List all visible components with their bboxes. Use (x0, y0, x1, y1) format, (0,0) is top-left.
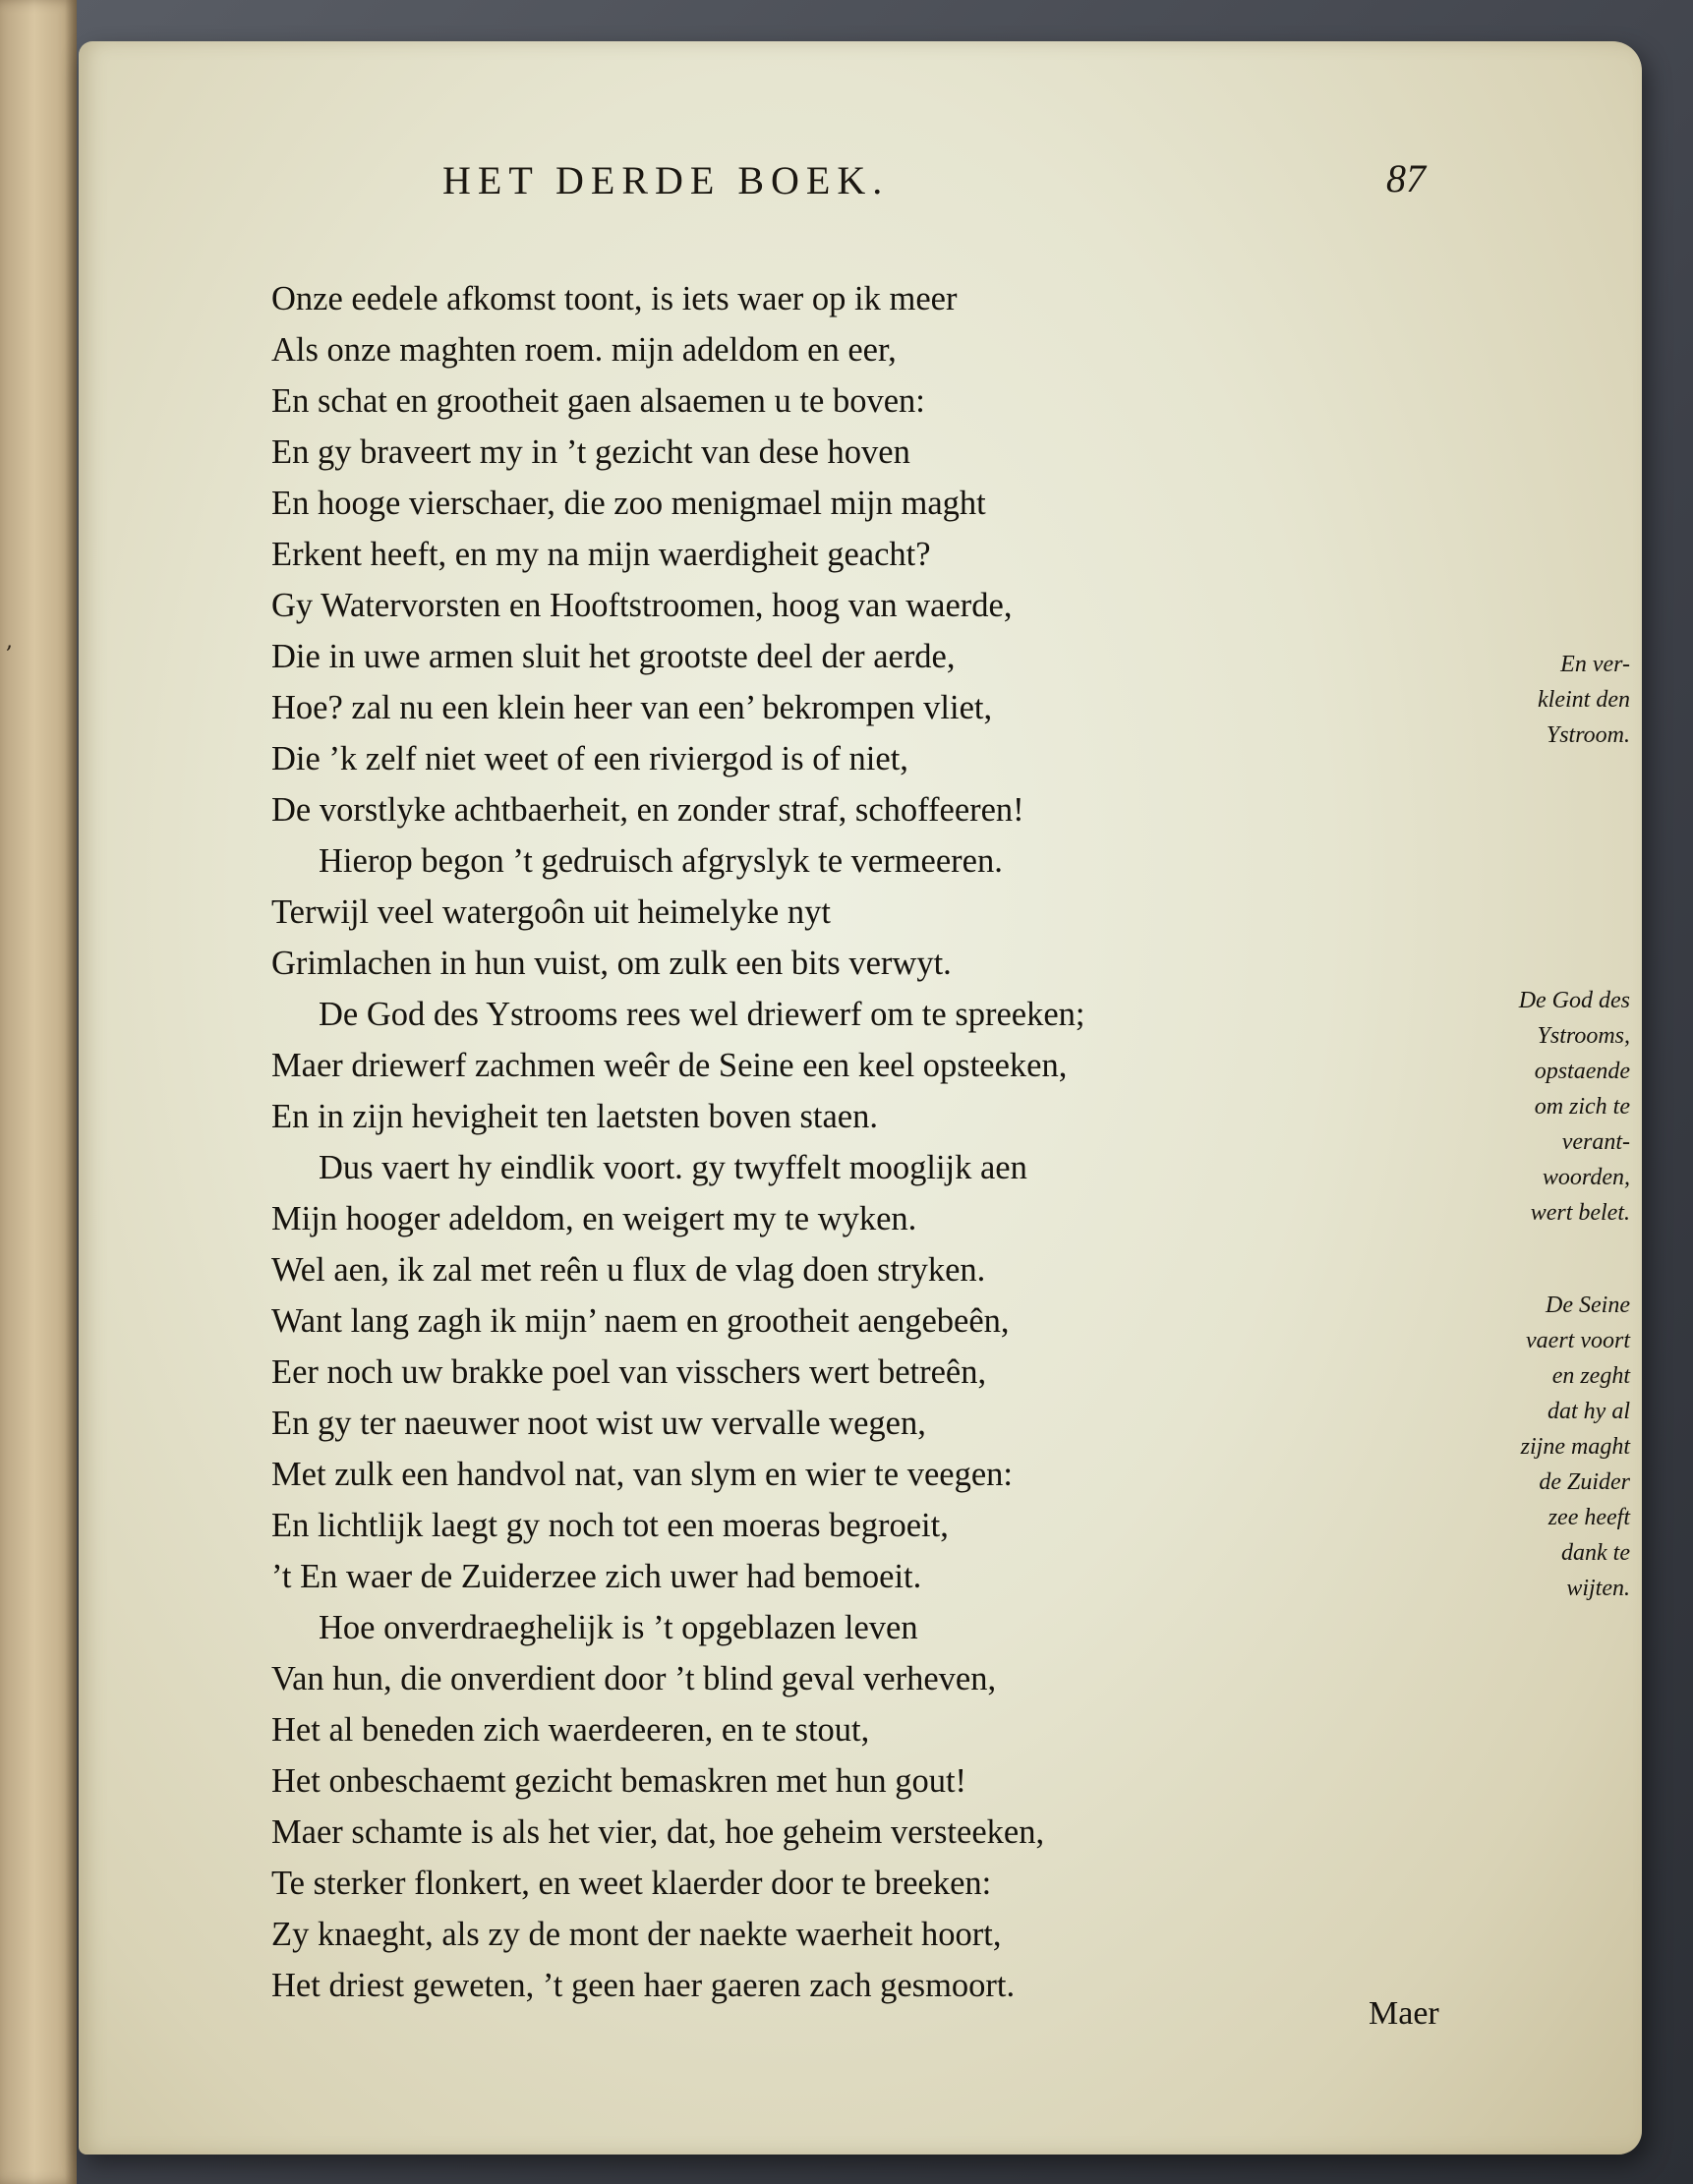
verse-line: En hooge vierschaer, die zoo menigmael mijn maght (271, 485, 986, 522)
verse-line: Maer driewerf zachmen weêr de Seine een keel opsteeken, (271, 1047, 1068, 1084)
verse-line: Die ’k zelf niet weet of een riviergod is of niet, (271, 740, 908, 777)
verse-line: Hoe? zal nu een klein heer van een’ bekrompen vliet, (271, 689, 993, 726)
marginal-note-line: Ystrooms, (1537, 1023, 1630, 1049)
marginal-note-3 (1453, 1288, 1630, 1606)
verse-line: Dus vaert hy eindlik voort. gy twyffelt mooglijk aen (319, 1149, 1027, 1186)
verse-line: Erkent heeft, en my na mijn waerdigheit geacht? (271, 536, 931, 573)
verse-line: Terwijl veel watergoôn uit heimelyke nyt (271, 893, 831, 931)
verse-line: Want lang zagh ik mijn’ naem en grootheit aengebeên, (271, 1302, 1010, 1340)
marginal-note-line: wert belet. (1530, 1200, 1630, 1226)
verse-line: Die in uwe armen sluit het grootste deel der aerde, (271, 638, 956, 675)
verse-line: Onze eedele afkomst toont, is iets waer op ik meer (271, 280, 958, 317)
running-head: HET DERDE BOEK. (442, 158, 890, 202)
verse-line: Gy Watervorsten en Hooftstroomen, hoog van waerde, (271, 587, 1013, 624)
book-page (79, 41, 1642, 2155)
facing-page-mark: , (6, 629, 13, 654)
marginal-note-line: wijten. (1566, 1576, 1630, 1601)
verse-line: En schat en grootheit gaen alsaemen u te boven: (271, 382, 925, 420)
verse-line: Grimlachen in hun vuist, om zulk een bits verwyt. (271, 945, 952, 982)
verse-line: Van hun, die onverdient door ’t blind geval verheven, (271, 1660, 997, 1697)
marginal-note-2 (1453, 983, 1630, 1231)
verse-line: Als onze maghten roem. mijn adeldom en eer, (271, 331, 897, 369)
verse-line: ’t En waer de Zuiderzee zich uwer had bemoeit. (271, 1558, 922, 1595)
verse-block (271, 273, 1451, 2011)
verse-line: Mijn hooger adeldom, en weigert my te wyken. (271, 1200, 917, 1237)
verse-line: Het al beneden zich waerdeeren, en te stout, (271, 1711, 870, 1749)
verse-line: Wel aen, ik zal met reên u flux de vlag doen stryken. (271, 1251, 986, 1289)
verse-line: En gy ter naeuwer noot wist uw vervalle wegen, (271, 1405, 926, 1442)
verse-line: Hierop begon ’t gedruisch afgryslyk te vermeeren. (319, 842, 1003, 880)
marginal-note-line: zee heeft (1547, 1505, 1630, 1530)
marginal-note-line: woorden, (1542, 1165, 1630, 1190)
marginal-note-line: En ver- (1560, 652, 1630, 677)
marginal-note-line: Ystroom. (1546, 722, 1630, 748)
marginal-note-line: vaert voort (1526, 1328, 1630, 1353)
marginal-note-line: zijne maght (1520, 1434, 1630, 1460)
verse-line: De God des Ystrooms rees wel driewerf om te spreeken; (319, 996, 1085, 1033)
marginal-note-line: De Seine (1546, 1293, 1630, 1318)
verse-line: Het onbeschaemt gezicht bemaskren met hun gout! (271, 1762, 967, 1800)
page-number: 87 (1386, 156, 1426, 201)
verse-line: Het driest geweten, ’t geen haer gaeren zach gesmoort. (271, 1967, 1016, 2004)
verse-line: Hoe onverdraeghelijk is ’t opgeblazen leven (319, 1609, 918, 1646)
verse-line: En in zijn hevigheit ten laetsten boven staen. (271, 1098, 878, 1135)
marginal-note-line: de Zuider (1539, 1469, 1630, 1495)
facing-page-edge (0, 0, 77, 2184)
marginal-note-line: De God des (1518, 988, 1630, 1013)
marginal-note-line: om zich te (1534, 1094, 1630, 1120)
verse-line: Maer schamte is als het vier, dat, hoe geheim versteeken, (271, 1813, 1045, 1851)
verse-line: En gy braveert my in ’t gezicht van dese hoven (271, 433, 910, 471)
verse-line: En lichtlijk laegt gy noch tot een moeras begroeit, (271, 1507, 949, 1544)
marginal-note-1 (1453, 647, 1630, 753)
catchword: Maer (1369, 1995, 1439, 2032)
marginal-note-line: dank te (1561, 1540, 1630, 1566)
verse-line: Met zulk een handvol nat, van slym en wier te veegen: (271, 1456, 1013, 1493)
marginal-note-line: en zeght (1551, 1363, 1630, 1389)
marginal-note-line: kleint den (1538, 687, 1630, 713)
marginal-note-line: opstaende (1534, 1059, 1630, 1084)
verse-line: Te sterker flonkert, en weet klaerder door te breeken: (271, 1865, 992, 1902)
verse-line: Zy knaeght, als zy de mont der naekte waerheit hoort, (271, 1916, 1002, 1953)
verse-line: De vorstlyke achtbaerheit, en zonder straf, schoffeeren! (271, 791, 1024, 829)
marginal-note-line: verant- (1561, 1129, 1630, 1155)
marginal-note-line: dat hy al (1547, 1399, 1630, 1424)
verse-line: Eer noch uw brakke poel van visschers wert betreên, (271, 1353, 987, 1391)
